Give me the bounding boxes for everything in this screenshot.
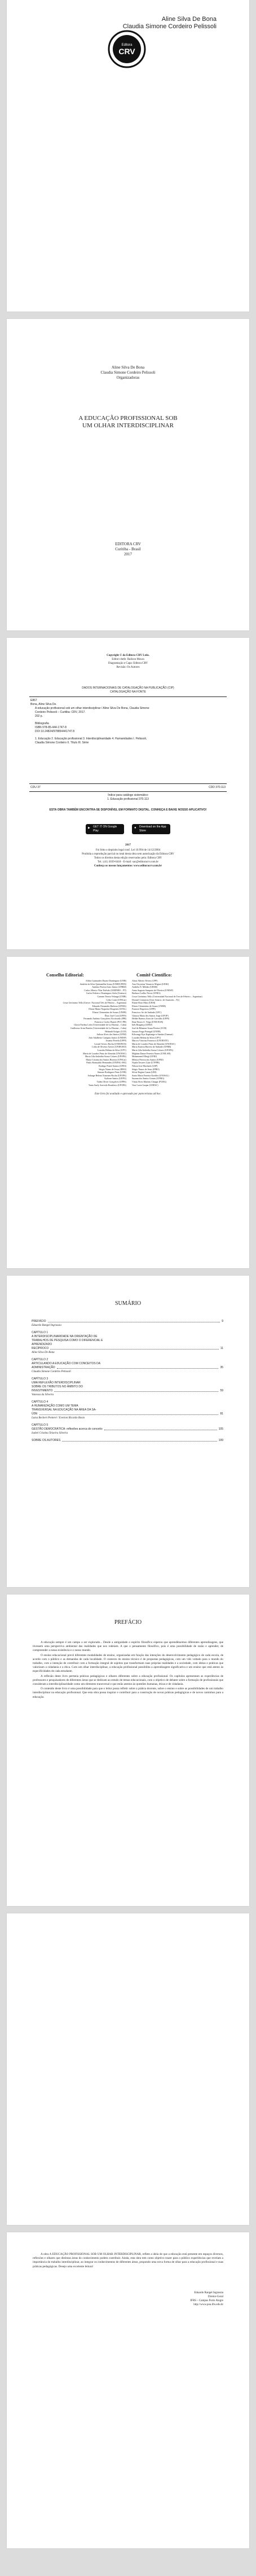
council-member: Sérgio Nunes de Jesus (IFRO) xyxy=(132,1067,160,1071)
council-member: Solange Helena Ximenes-Rocha (UFOPA) xyxy=(87,1074,126,1077)
council-member: Antônio Pereira Gaio Júnior (UFRRJ) xyxy=(92,985,126,989)
toc-chapter-title: APRENDIZADO xyxy=(32,1343,52,1346)
toc-leader xyxy=(57,1366,219,1369)
toc-author: Vanessa da Silveira xyxy=(32,1394,54,1396)
council-member: Marcos Vinicius Francisco (UNOESTE) xyxy=(132,1039,169,1042)
council-member: Tania Suely Azevedo Brasileiro (UFOPA) xyxy=(88,1083,126,1087)
copyright-line: Copyright © da Editora CRV Ltda. xyxy=(107,654,149,657)
toc-label: CAPÍTULO 1 xyxy=(32,1331,48,1334)
council-member: Anna Augusta Sampaio de Oliveira (UNESP) xyxy=(132,988,173,992)
council-member: Andréia N. Militão (UEMS) xyxy=(132,985,158,989)
toc-entry[interactable] xyxy=(32,1377,223,1397)
council-member: Guillermo Arias Beatón (Universidade de La Havana – Cuba) xyxy=(70,1026,126,1029)
toc-entry[interactable] xyxy=(32,1400,223,1420)
toc-label: CAPÍTULO 5 xyxy=(32,1423,48,1427)
toc-chapter-title: ADMINISTRAÇÃO 35 xyxy=(32,1366,223,1369)
council-member: Diosnel Centurion (Univ Americ. de Asunción – Py) xyxy=(132,998,179,1001)
council-member: Gloria Fariñas León (Universidade de La Havana – Cuba) xyxy=(74,1023,126,1027)
toc-page: 9 xyxy=(222,1320,223,1323)
preface-closing-paragraph: A obra A EDUCAÇÃO PROFISSIONAL SOB UM OLHAR INTERDISCIPLINAR, reflete a ideia de que a educação está presente em espaços diversos, reflexões e olhares que distintas áreas do conhecimento podem contribuir. Ainda, esta obra tem como objetivo trazer para o público experiências que revelam a importância do trabalho interdisciplinar, ao integrar os conhecimentos de diferentes áreas, propondo uma nova forma de olhar para a educação profissional e suas práticas pedagógicas. Desejo uma excelente leitura! xyxy=(33,2253,223,2268)
council-member: Kilwangy Kya Kapitango-a-Samba (Unemat) xyxy=(132,1033,173,1036)
council-member: Maria Eurácia Barreto de Andrade (UFRB) xyxy=(132,1045,171,1049)
council-member: Andréia da Silva Quintanilha Sousa (UNIR/UFRN) xyxy=(80,982,126,985)
app-store-badge[interactable]: ● Download on the App Store xyxy=(132,824,170,834)
council-member: Gláucia Maria dos Santos Jorge (UFOP) xyxy=(132,1014,169,1017)
council-member: Vera Lucia Gaspar (UDESC) xyxy=(132,1083,158,1087)
summary-page xyxy=(7,1276,249,1587)
toc-chapter-title: A INTERDISCIPLINARIDADE NA ORIENTAÇÃO DE xyxy=(32,1335,98,1338)
title-organizers: Organizadoras xyxy=(116,375,140,380)
council-member: Míghian Danae Ferreira Nunes (UNILAB) xyxy=(132,1052,171,1055)
council-member: Sydione Santos (UEPG) xyxy=(104,1077,126,1080)
council-member: Inês Bragança (UERJ) xyxy=(132,1023,152,1027)
preface-page xyxy=(7,1594,249,1906)
toc-entry[interactable] xyxy=(32,1331,223,1355)
toc-leader xyxy=(50,1347,219,1350)
council-member: Maria Lília Imbiriba Sousa Colares (UFOPA) xyxy=(85,1055,126,1058)
toc-leader xyxy=(39,1412,219,1415)
council-member: Jussara Fraga Portugal (UNEB) xyxy=(132,1029,161,1033)
toc-leader xyxy=(54,1389,218,1392)
council-title: Conselho Editorial: xyxy=(46,972,84,978)
title-page xyxy=(7,319,249,630)
council-member: Cesar Gerónimo Tello (Univer .Nacional Três de Febrero – Argentina) xyxy=(63,1001,126,1005)
toc-page: 81 xyxy=(220,1412,223,1416)
council-member: Simone Rodrigues Pinto (UNB) xyxy=(97,1071,126,1074)
publisher-city: Curitiba - Brasil xyxy=(115,547,141,551)
council-member: Mônica Pereira dos Santos (UFRJ) xyxy=(132,1058,164,1061)
toc-author: Luisa Bechert Penteré / Everton Ricardo Bosio xyxy=(32,1417,85,1420)
signature-role: Diretor-Geral xyxy=(208,2295,223,2298)
council-member: Mohammed Elhajji (UFRJ) xyxy=(132,1055,157,1058)
footer-line: Foi feito o depósito legal conf. Lei 10.994 de 14/12/2004 xyxy=(95,849,161,852)
council-member: Suzana dos Santos Gomes (UFMG) xyxy=(132,1077,165,1080)
council-member: Jailson Alves dos Santos (UFRJ) xyxy=(96,1033,126,1036)
council-member: Lourdes Helena da Silva (UFV) xyxy=(97,1049,126,1052)
cdu-code: CDU 37 xyxy=(30,786,41,789)
summary-title: SUMÁRIO xyxy=(114,1300,142,1307)
committee-names xyxy=(132,979,242,1087)
footer-line: Tel.: (41) 3039-6418 - E-mail: sac@editoracrv.com.br xyxy=(97,861,159,864)
council-member: Maria de Lourdes Pinto de Almeida (UNOESC) xyxy=(83,1052,126,1055)
signature-org: IFRS – Campus Porto Alegre xyxy=(190,2299,223,2302)
divider xyxy=(29,791,227,792)
signature-link[interactable]: http://www.poa.ifrs.edu.br xyxy=(193,2303,223,2306)
blank-page xyxy=(7,1913,249,2225)
council-member: José de Ribamar Sousa Pereira (UCB) xyxy=(132,1026,167,1029)
council-member: Ana Chrystina Venancio Mignot (UERJ) xyxy=(132,982,169,985)
toc-chapter-title: TRANSVERSAL NA EDUCAÇÃO NA ÁREA DA SA- xyxy=(32,1408,96,1412)
svg-text:CRV: CRV xyxy=(118,47,135,56)
toc-chapter-title: INVESTIMENTO 59 xyxy=(32,1389,223,1392)
toc-label: CAPÍTULO 2 xyxy=(32,1358,48,1361)
toc-page: 35 xyxy=(220,1366,223,1369)
council-member: Lídia de Oliveira Xavier (UNIEURO) xyxy=(92,1045,126,1049)
council-member: Elizeu Clementino de Souza (UNEB) xyxy=(92,1010,126,1014)
review-note: Este livro foi avaliado e aprovado por pareceristas ad hoc. xyxy=(94,1093,162,1096)
cip-record: E867 Bona, Aline Silva De. A educação profissional sob um olhar interdisciplinar / Aline Silva De Bona, Claudia Simone Cordeiro Pelissoli – Curitiba: CRV, 2017. 202 p. Bibliografia ISBN 978-85-444-1747-8 DOI 10.24824/978854441747.8 1. Educação 2. Educação profissional 3. Interdisciplinaridade 4. Humanidades I. Pelissoli, Claudia Simone Cordeiro II. Título III. Série xyxy=(30,699,149,744)
toc-entry[interactable] xyxy=(32,1423,223,1435)
toc-label: CAPÍTULO 4 xyxy=(32,1400,48,1404)
divider xyxy=(29,783,227,784)
index-line: 1. Educação profissional 370.113 xyxy=(107,798,149,801)
toc-label: PREFÁCIO 9 xyxy=(32,1320,223,1323)
title-author-2: Claudia Simone Cordeiro Pelissoli xyxy=(100,370,156,375)
toc-chapter-title: TRABALHOS DE PESQUISA COMO O DIFERENCIAL E xyxy=(32,1339,103,1342)
revision-line: Revisão: Os Autores xyxy=(116,666,140,669)
council-member: Cesar Gerónimo Tello (Universidad Nacional de Tres de Febrero – Argentina) xyxy=(132,995,202,998)
council-member: Nilson José Machado (USP) xyxy=(132,1064,158,1068)
council-member: Francisco Ari de Andrade (UFC) xyxy=(132,1010,162,1014)
council-member: Helder Buenos Aires de Carvalho (UFPI) xyxy=(132,1017,170,1020)
toc-chapter-title: UMA REFLEXÃO INTERDISCIPLINAR xyxy=(32,1381,81,1385)
footer-line: Conheça os nossos lançamentos: www.editoracrv.com.br xyxy=(94,865,162,868)
preface-paragraph: O conteúdo deste livro é uma possibilidade para que o leitor possa refletir sobre a prática docente, sobre o ensino e sobre as possibilidades de um trabalho interdisciplinar na educação profissional. Que esta obra possa inspirar e contribuir para a construção de novas práticas pedagógicas e de novos caminhos para a educação. xyxy=(33,1687,223,1699)
publication-year: 2017 xyxy=(124,552,132,557)
council-member: Najela Tavares Ujiie (UTFPR) xyxy=(132,1061,160,1064)
cover-author-1: Aline Silva De Bona xyxy=(161,16,217,23)
copyright-page xyxy=(7,638,249,949)
cip-subtitle: CATALOGAÇÃO NA FONTE xyxy=(110,690,146,694)
table-of-contents xyxy=(32,1320,223,1446)
council-member: Fauston Negreiros (UFPI) xyxy=(132,1007,156,1011)
preface-paragraph: O ensino educacional prevê diferentes modalidades de ensino, organizadas em função das intenções do desenvolvimento pedagógico de cada escola, de acordo com o público e as demandas de cada localidade. O contexto do ensino técnico é de propostas pedagógicas, com um viés voltado para o mundo do trabalho, com a intenção de contribuir com a formação integral de sujeitos que transformam suas próprias realidades e a sociedade, com ideias e práticas que valorizam a cidadania e a ética. Com um olhar interdisciplinar, a educação profissional possibilita a aprendizagem significativa e um ensino que está atento às especificidades de cada estudante. xyxy=(33,1653,223,1673)
council-member: Carlos Federico Dominguez Avila (Unieuro) xyxy=(86,992,126,995)
toc-chapter-title: GESTÃO DEMOCRÁTICA: reflexões acerca do conceito 105 xyxy=(32,1427,223,1431)
play-icon: ▶ xyxy=(88,826,90,830)
council-member: Lourdes Helena da Silva (UFV) xyxy=(132,1036,161,1039)
toc-entry[interactable] xyxy=(32,1358,223,1374)
editor-line: Editor-chefe: Railson Moura xyxy=(112,658,144,661)
divider xyxy=(29,696,227,697)
preface-paragraph: A reflexão deste livro permeia práticas pedagógicas e olhares diferentes sobre a educação profissional. Os capítulos apresentam as experiências de professores e pesquisadores de diferentes áreas que se dedicam ao estudo de temas educacionais, com o objetivo de debater sobre a formação de profissionais que consideram a interdisciplinaridade como um elemento transversal e que estão atentos às questões humanas, éticas e de cidadania. xyxy=(33,1674,223,1686)
council-member: Josania Portela (UFPI) xyxy=(105,1039,126,1042)
toc-chapter-title: RECÍPROCO 11 xyxy=(32,1347,223,1350)
cdd-code: CDD 370.113 xyxy=(209,786,226,789)
council-member: Altair Alberto Fávero (UPF) xyxy=(132,979,158,982)
council-member: Carlos Alberto Vilar Estêvão (UMINHO – PT) xyxy=(84,988,126,992)
council-member: Eliane Rose Maio (UEM) xyxy=(132,1001,156,1005)
council-member: Vânia Alves Martins Chaigar (FURG) xyxy=(132,1080,167,1083)
toc-chapter-title: SOBRE OS TRIBUTOS NO ÂMBITO DO xyxy=(32,1385,83,1388)
council-member: Maria Cristina dos Santos Bezerra (UFSCar) xyxy=(86,1058,126,1061)
cip-title: DADOS INTERNACIONAIS DE CATALOGAÇÃO NA PUBLICAÇÃO (CIP) xyxy=(82,686,174,690)
council-member: Fernando Antônio Gonçalves Alcoforado (IPB) xyxy=(83,1017,126,1020)
council-member: Celso Conti (UFSCar) xyxy=(106,998,126,1001)
preface-paragraph: A educação sempre é um campo a ser explorado... Desde a antiguidade o espírito filosófico esperou que aprendêssemos diferentes aprendizagens, que tivessem uma perspectiva ambiental das realidades que nos rodeiam. A que o pensamento filosófico, pois é uma possibilidade de razão e aprender, de compreender a nossa existência e o nosso mundo. xyxy=(33,1641,223,1653)
design-line: Diagramação e Capa: Editora CRV xyxy=(108,662,148,665)
council-member: Maria de Lourdes Pinto de Almeida (UNOESC) xyxy=(132,1042,175,1045)
toc-author: Claudia Simone Cordeiro Pelissoli xyxy=(32,1370,71,1373)
council-member: Helmuth Krüger (UCP) xyxy=(105,1029,126,1033)
preface-signature xyxy=(190,2291,223,2307)
toc-page: 199 xyxy=(218,1439,223,1442)
council-member: Élsio José Corá (UFFS) xyxy=(104,1014,126,1017)
toc-page: 105 xyxy=(218,1427,223,1431)
ebook-notice: ESTA OBRA TAMBÉM ENCONTRA-SE DISPONÍVEL EM FORMATO DIGITAL. CONHEÇA E BAIXE NOSSO APLICATIVO! xyxy=(49,808,207,812)
editora-crv-logo xyxy=(107,29,147,69)
toc-chapter-title: ARTICULANDO A EDUCAÇÃO COM CONCEITOS DA xyxy=(32,1362,101,1365)
toc-page: 59 xyxy=(220,1389,223,1392)
toc-author: Aline Silva De Bona xyxy=(32,1351,55,1354)
toc-author: Eduardo Rangel Ingrassia xyxy=(32,1324,61,1327)
council-page xyxy=(7,957,249,1268)
index-title: Índice para catálogo sistemático xyxy=(108,794,148,797)
council-member: Rodrigo Pratte-Santos (UFES) xyxy=(99,1064,126,1068)
preface-title: PREFÁCIO xyxy=(114,1619,142,1626)
toc-leader xyxy=(48,1320,220,1322)
council-member: Francisco Carlos Duarte (PUC-PR) xyxy=(94,1020,126,1023)
copyright-year: 2017 xyxy=(125,844,131,847)
title-author-1: Aline Silva De Bona xyxy=(111,365,145,370)
preface-end-page xyxy=(7,2232,249,2548)
cover-page xyxy=(7,0,249,312)
footer-line: Proibida a reprodução parcial ou total desta obra sem autorização da Editora CRV xyxy=(82,853,174,856)
council-member: Elione Maria Nogueira Diogenes (UFAL) xyxy=(89,1007,126,1011)
preface-body xyxy=(33,1641,223,1700)
toc-chapter-title: ÚDE 81 xyxy=(32,1412,223,1416)
book-title: A EDUCAÇÃO PROFISSIONAL SOB UM OLHAR INTERDISCIPLINAR xyxy=(78,415,178,429)
toc-leader xyxy=(62,1439,217,1442)
council-member: Tadeu Oliver Gonçalves (UFPA) xyxy=(96,1080,126,1083)
council-member: Sérgio Nunes de Jesus (IFRO) xyxy=(99,1067,126,1071)
footer-line: Todos os direitos desta edição reservados pela: Editora CRV xyxy=(94,857,162,860)
signature-name: Eduardo Rangel Ingrassia xyxy=(194,2292,223,2294)
apple-icon: ● xyxy=(134,826,136,830)
council-names xyxy=(15,979,126,1087)
cover-author-2: Claudia Simone Cordeiro Pelissoli xyxy=(122,23,217,30)
council-member: João Adalberto Campato Junior (UNESP) xyxy=(89,1036,126,1039)
council-member: Paulo Romualdo Hernandes (UNIFAL-MG) xyxy=(86,1061,126,1064)
toc-label: SOBRE OS AUTORES 199 xyxy=(32,1439,223,1442)
council-member: Eduardo Fernandes Barbosa (UFMG) xyxy=(92,1004,126,1007)
council-member: Carmen Tereza Velanga (UNIR) xyxy=(97,995,126,998)
toc-page: 11 xyxy=(220,1347,223,1350)
publisher-name: EDITORA CRV xyxy=(115,542,141,546)
toc-leader xyxy=(104,1427,217,1430)
council-member: Silvia Regina Canan (URI) xyxy=(132,1071,157,1074)
council-member: Elizeu Clementino de Souza (UNEB) xyxy=(132,1004,166,1007)
council-member: Ilma Passos A. Veiga (UNICEUB) xyxy=(132,1020,164,1023)
google-play-badge[interactable]: ▶ GET IT ON Google Play xyxy=(86,824,124,834)
council-member: Aldira Guimarães Duarte Domínguez (UNB) xyxy=(85,979,126,982)
svg-text:Editora: Editora xyxy=(121,43,133,47)
toc-chapter-title: A HUMANIZAÇÃO COMO UM TEMA xyxy=(32,1404,78,1408)
toc-label: CAPÍTULO 3 xyxy=(32,1377,48,1381)
council-member: Maria Lília Imbiriba Sousa Colares (UFOPA) xyxy=(132,1049,174,1052)
toc-author: Isabel Cristina Teixeira Silveira xyxy=(32,1432,68,1435)
council-member: Sonia Maria Ferreira Koehler (UNISAL) xyxy=(132,1074,169,1077)
toc-entry[interactable] xyxy=(32,1439,223,1443)
committee-title: Comitê Científico: xyxy=(136,972,172,978)
council-member: Barbara Coelho Neves (UFBA) xyxy=(132,992,161,995)
toc-entry[interactable] xyxy=(32,1320,223,1328)
council-member: Leonel Severo Rocha (UNISINOS) xyxy=(94,1042,126,1045)
